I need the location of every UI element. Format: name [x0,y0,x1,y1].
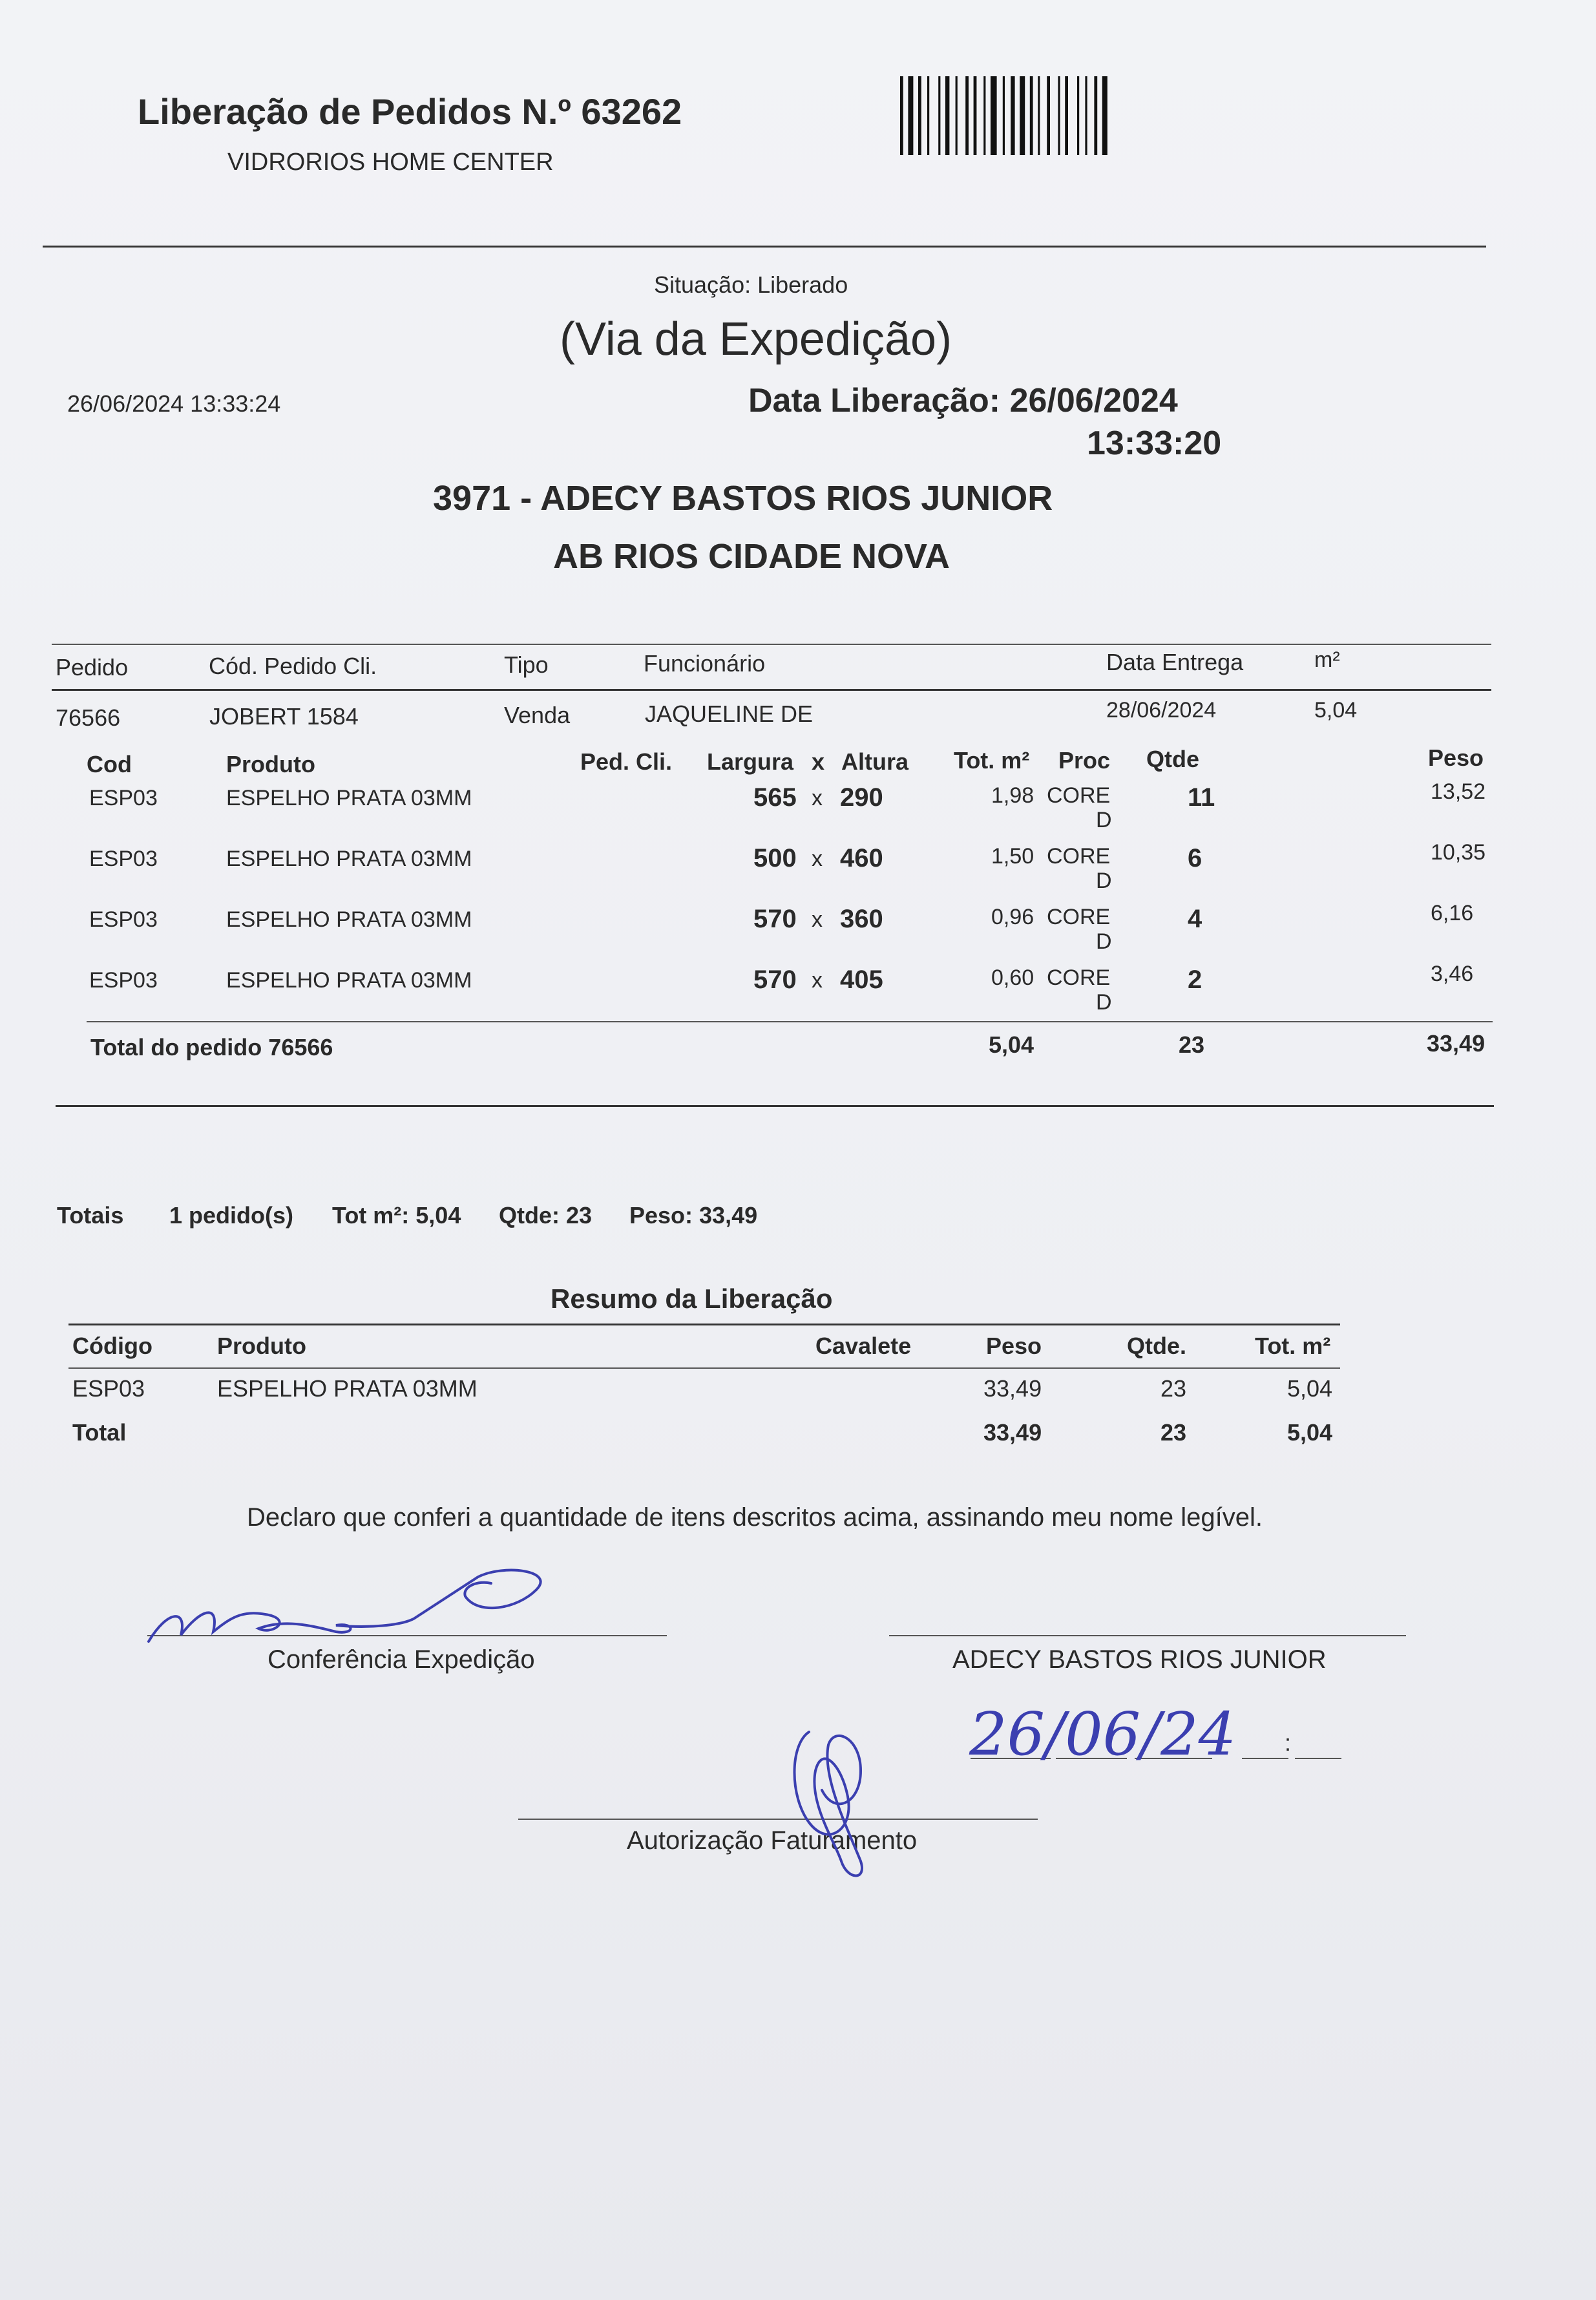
items-col-peso: Peso [1428,744,1484,771]
order-funcionario: JAQUELINE DE [645,701,814,727]
item-produto: ESPELHO PRATA 03MM [226,786,472,810]
handwritten-signature-autorizacao [783,1719,887,1887]
summary-row-codigo: ESP03 [72,1375,145,1402]
summary-total-label: Total [72,1419,127,1446]
order-cod-pedido-cli: JOBERT 1584 [209,703,359,730]
item-altura: 405 [840,965,883,994]
totals-qtde: Qtde: 23 [499,1202,593,1229]
item-altura: 290 [840,783,883,812]
client-signature-label: ADECY BASTOS RIOS JUNIOR [952,1645,1327,1674]
release-time: 13:33:20 [1087,425,1222,462]
item-peso: 3,46 [1431,962,1474,986]
order-pedido: 76566 [56,704,121,731]
totals-peso: Peso: 33,49 [629,1202,758,1229]
document-title: Liberação de Pedidos N.º 63262 [138,91,682,132]
item-qtde: 6 [1188,844,1202,872]
item-produto: ESPELHO PRATA 03MM [226,847,472,871]
items-col-cod: Cod [87,751,132,777]
item-qtde: 2 [1188,965,1202,994]
summary-col-produto: Produto [217,1333,306,1359]
svg-text:26/06/24: 26/06/24 [969,1700,1237,1769]
items-col-qtde: Qtde [1146,746,1200,772]
item-proc: CORE [1047,965,1111,990]
item-tot-m2: 1,50 [991,844,1034,869]
item-proc-suffix: D [1096,808,1112,832]
summary-col-codigo: Código [72,1333,152,1359]
summary-col-cavalete: Cavalete [815,1333,912,1359]
item-largura: 570 [753,965,797,994]
totals-label: Totais [57,1202,124,1229]
item-altura: 460 [840,844,883,872]
item-peso: 6,16 [1431,901,1474,925]
order-total-qtde: 23 [1179,1031,1205,1058]
summary-col-peso: Peso [986,1333,1042,1359]
items-col-largura: Largura [707,748,794,775]
item-proc-suffix: D [1096,929,1112,954]
col-tipo: Tipo [504,651,549,678]
order-total-peso: 33,49 [1427,1030,1486,1057]
summary-row-qtde: 23 [1160,1375,1187,1402]
summary-row-peso: 33,49 [983,1375,1042,1402]
items-col-altura: Altura [841,748,909,775]
company-name: VIDRORIOS HOME CENTER [227,149,554,176]
barcode-image [900,76,1153,155]
item-cod: ESP03 [89,968,158,993]
item-produto: ESPELHO PRATA 03MM [226,968,472,993]
item-proc-suffix: D [1096,869,1112,893]
item-peso: 10,35 [1431,840,1486,865]
declaration-text: Declaro que conferi a quantidade de itens descritos acima, assinando meu nome legível. [247,1503,1263,1532]
order-total-m2: 5,04 [989,1031,1034,1058]
handwritten-date [969,1693,1254,1777]
col-cod-pedido-cli: Cód. Pedido Cli. [209,653,377,679]
client-store: AB RIOS CIDADE NOVA [553,537,950,576]
summary-row-produto: ESPELHO PRATA 03MM [217,1375,478,1402]
items-col-produto: Produto [226,751,315,777]
print-datetime: 26/06/2024 13:33:24 [67,390,281,417]
order-m2: 5,04 [1314,698,1358,723]
autorizacao-label: Autorização Faturamento [627,1826,918,1855]
item-proc: CORE [1047,905,1111,929]
client-name: 3971 - ADECY BASTOS RIOS JUNIOR [433,479,1053,518]
status-text: Situação: Liberado [654,271,848,298]
totals-m2: Tot m²: 5,04 [332,1202,461,1229]
release-date: Data Liberação: 26/06/2024 [748,382,1178,419]
items-col-tot-m2: Tot. m² [954,747,1030,774]
item-qtde: 4 [1188,905,1202,933]
summary-title: Resumo da Liberação [551,1283,833,1314]
handwritten-signature-conferencia [142,1564,556,1654]
col-pedido: Pedido [56,654,129,681]
time-separator: : [1285,1729,1292,1756]
item-peso: 13,52 [1431,779,1486,804]
item-cod: ESP03 [89,907,158,932]
item-largura: 500 [753,844,797,872]
item-tot-m2: 0,96 [991,905,1034,929]
items-col-ped-cli: Ped. Cli. [580,748,673,775]
summary-total-tot-m2: 5,04 [1287,1419,1333,1446]
conferencia-label: Conferência Expedição [268,1645,535,1674]
item-largura: 570 [753,905,797,933]
items-col-proc: Proc [1058,747,1111,774]
order-tipo: Venda [504,702,571,728]
item-qtde: 11 [1188,783,1215,812]
item-tot-m2: 1,98 [991,783,1034,808]
item-proc-suffix: D [1096,990,1112,1015]
via-title: (Via da Expedição) [560,313,952,365]
summary-total-peso: 33,49 [983,1419,1042,1446]
item-cod: ESP03 [89,847,158,871]
order-total-label: Total do pedido 76566 [90,1034,333,1060]
totals-pedidos: 1 pedido(s) [169,1202,294,1229]
item-x: x [812,847,823,871]
item-tot-m2: 0,60 [991,965,1034,990]
col-funcionario: Funcionário [644,650,766,677]
item-produto: ESPELHO PRATA 03MM [226,907,472,932]
items-col-x: x [812,748,825,775]
summary-col-qtde: Qtde. [1127,1333,1187,1359]
col-data-entrega: Data Entrega [1106,649,1244,675]
order-data-entrega: 28/06/2024 [1106,698,1217,723]
summary-row-tot-m2: 5,04 [1287,1375,1333,1402]
item-proc: CORE [1047,844,1111,869]
item-x: x [812,907,823,932]
col-m2: m² [1314,648,1340,672]
summary-col-tot-m2: Tot. m² [1255,1333,1331,1359]
item-largura: 565 [753,783,797,812]
item-x: x [812,968,823,993]
item-cod: ESP03 [89,786,158,810]
item-x: x [812,786,823,810]
header-divider [43,246,1486,248]
item-altura: 360 [840,905,883,933]
summary-total-qtde: 23 [1160,1419,1187,1446]
item-proc: CORE [1047,783,1111,808]
